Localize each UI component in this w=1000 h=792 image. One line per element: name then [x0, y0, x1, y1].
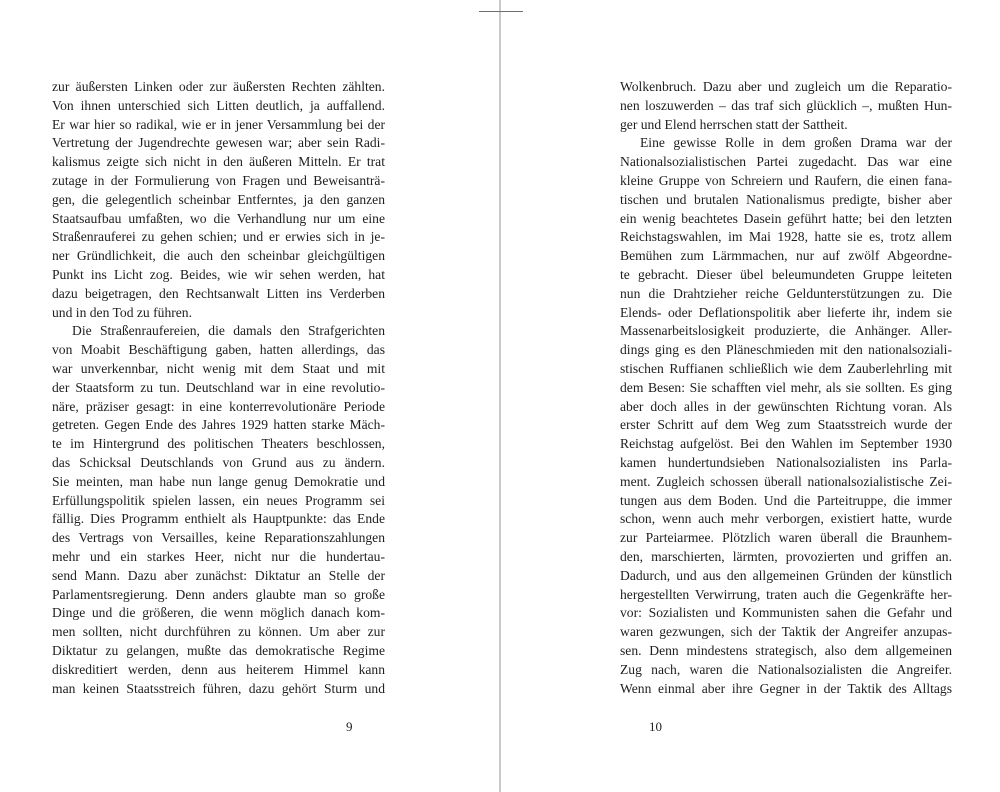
- text-line: kleine Gruppe von Schreiern und Raufern, die einen fana-: [620, 172, 952, 188]
- text-line: zur Parteiarmee. Plötzlich waren überall die Braunhem-: [620, 530, 952, 546]
- text-line: schon, wenn auch mehr verborgen, existiert hatte, wurde: [620, 511, 952, 527]
- text-line: dazu beigetragen, den Rechtsanwalt Litten ins Verderben: [52, 285, 385, 301]
- text-line: war unverkennbar, nicht wenig mit dem Staat und mit: [52, 360, 385, 376]
- text-line: Dinge und die größeren, die wenn möglich danach kom-: [52, 605, 385, 621]
- text-line: Punkt ins Licht zog. Beides, wie wir sehen werden, hat: [52, 266, 385, 282]
- text-line: ner Gründlichkeit, die auch den scheinbar gleichgültigen: [52, 248, 385, 264]
- crop-mark: [479, 11, 523, 12]
- text-line: Die Straßenraufereien, die damals den Strafgerichten: [72, 323, 385, 339]
- text-line: Von ihnen unterschied sich Litten deutlich, ja auffallend.: [52, 97, 385, 113]
- text-line: tischen und brutalen Nationalismus predigte, bisher aber: [620, 191, 952, 207]
- text-line: Elends- oder Deflationspolitik aber lieferte ihr, indem sie: [620, 304, 952, 320]
- text-line: diskreditiert werden, denn aus heiterem Himmel kann: [52, 661, 385, 677]
- text-line: ger und Elend herrschen statt der Sattheit.: [620, 116, 848, 132]
- text-line: aber doch alles in der gewünschten Richtung voran. Als: [620, 398, 952, 414]
- text-line: Wolkenbruch. Dazu aber und zugleich um die Reparatio-: [620, 79, 952, 94]
- right-page-text: [620, 78, 952, 698]
- text-line: te gebracht. Dieser übel beleumundeten Gruppe leiteten: [620, 266, 952, 282]
- text-line: Wenn einmal aber ihre Gegner in der Taktik des Alltags: [620, 680, 952, 696]
- text-line: Reichstagswahlen, im Mai 1928, hatte sie es, trotz allem: [620, 229, 952, 245]
- page-number-left: 9: [346, 719, 353, 734]
- text-line: zur äußersten Linken oder zur äußersten Rechten zählten.: [52, 79, 385, 94]
- text-line: Diktatur zu gelangen, mußte das demokratische Regime: [52, 642, 385, 658]
- text-line: Parlamentsregierung. Denn anders glaubte man so große: [52, 586, 385, 602]
- text-line: zutage in der Formulierung von Fragen und Beweisanträ-: [52, 172, 385, 188]
- text-line: nun die Drahtzieher reiche Geldunterstützungen zu. Die: [620, 285, 952, 301]
- text-line: Staatsaufbau umfaßten, wo die Verhandlung nur um eine: [52, 210, 385, 226]
- left-page-text: [52, 78, 385, 698]
- page-number-right: 10: [649, 719, 662, 734]
- text-line: dem Besen: Sie schafften viel mehr, als sie sollten. Es ging: [620, 379, 952, 395]
- text-line: dings ging es den Pläneschmieden mit den nationalsoziali-: [620, 342, 952, 358]
- text-line: erster Schritt auf dem Weg zum Staatsstreich wurde der: [620, 417, 952, 433]
- text-line: mehr und ein starkes Heer, nicht nur die hundertau-: [52, 548, 385, 564]
- text-line: fällig. Dies Programm enthielt als Hauptpunkte: das Ende: [52, 511, 385, 527]
- text-line: kalismus zeigte sich nicht in den äußeren Mitteln. Er trat: [52, 154, 385, 170]
- text-line: Straßenrauferei zu gehen schien; und er erwies sich in je-: [52, 229, 385, 245]
- text-line: waren gezwungen, sich der Taktik der Angreifer anzupas-: [620, 624, 952, 640]
- text-line: kamen hundertundsieben Nationalsozialisten ins Parla-: [620, 454, 952, 470]
- text-line: Reichstag aufgelöst. Bei den Wahlen im September 1930: [620, 436, 952, 452]
- paragraph: [52, 78, 385, 322]
- text-line: Er war hier so radikal, wie er in jener Versammlung bei der: [52, 116, 385, 132]
- text-line: näre, präziser gesagt: in eine konterrevolutionäre Periode: [52, 398, 385, 414]
- text-line: Zug nach, waren die Nationalsozialisten die Angreifer.: [620, 661, 952, 677]
- paragraph: [620, 78, 952, 134]
- text-line: das Schicksal Deutschlands von Grund aus zu ändern.: [52, 454, 385, 470]
- text-line: men sollten, nicht durchführen zu können. Um aber zur: [52, 624, 385, 640]
- paragraph: [52, 322, 385, 698]
- text-line: ein wenig beachtetes Dasein geführt hatte; bei den letzten: [620, 210, 952, 226]
- text-line: man keinen Staatsstreich führen, dazu gehört Sturm und: [52, 680, 385, 696]
- paragraph: [620, 134, 952, 698]
- text-line: den, marschierten, lärmten, provozierten und griffen an.: [620, 548, 952, 564]
- text-line: Erfüllungspolitik spielen lassen, ein neues Programm sei: [52, 492, 385, 508]
- text-line: des Vertrags von Versailles, keine Reparationszahlungen: [52, 530, 385, 546]
- gutter-line: [499, 0, 501, 792]
- text-line: ment. Zugleich schossen überall nationalsozialistische Zei-: [620, 473, 952, 489]
- text-line: und in den Tod zu führen.: [52, 304, 192, 320]
- text-line: der Staatsform zu tun. Deutschland war in eine revolutio-: [52, 379, 385, 395]
- text-line: hergestellten Verwirrung, traten auch die Gegenkräfte her-: [620, 586, 952, 602]
- text-line: Bemühen zum Lärmmachen, nur auf zwölf Abgeordne-: [620, 248, 952, 264]
- text-line: sen. Denn mindestens strategisch, also dem allgemeinen: [620, 642, 952, 658]
- text-line: vor: Sozialisten und Kommunisten sahen die Gefahr und: [620, 605, 952, 621]
- text-line: getreten. Gegen Ende des Jahres 1929 hatten starke Mäch-: [52, 417, 385, 433]
- text-line: Nationalsozialistischen Partei zugedacht. Das war eine: [620, 154, 952, 170]
- text-line: Vertretung der Jugendrechte gewesen war; aber sein Radi-: [52, 135, 385, 151]
- text-line: stischen Ruffianen schließlich wie dem Zauberlehrling mit: [620, 360, 952, 376]
- text-line: Massenarbeitslosigkeit produzierte, die Anhänger. Aller-: [620, 323, 952, 339]
- text-line: send Mann. Dazu aber zunächst: Diktatur an Stelle der: [52, 567, 385, 583]
- text-line: Eine gewisse Rolle in dem großen Drama war der: [640, 135, 952, 151]
- text-line: Dadurch, und aus den allgemeinen Gründen der künstlich: [620, 567, 952, 583]
- text-line: nen loszuwerden – das traf sich glücklich –, mußten Hun-: [620, 97, 952, 113]
- text-line: von Moabit Beschäftigung gaben, hatten allerdings, das: [52, 342, 385, 358]
- text-line: te im Hintergrund des politischen Theaters beschlossen,: [52, 436, 385, 452]
- text-line: gen, die gelegentlich scheinbar Entferntes, ja den ganzen: [52, 191, 385, 207]
- text-line: Sie meinten, man habe nun lange genug Demokratie und: [52, 473, 385, 489]
- text-line: tungen aus dem Boden. Und die Parteitruppe, die immer: [620, 492, 952, 508]
